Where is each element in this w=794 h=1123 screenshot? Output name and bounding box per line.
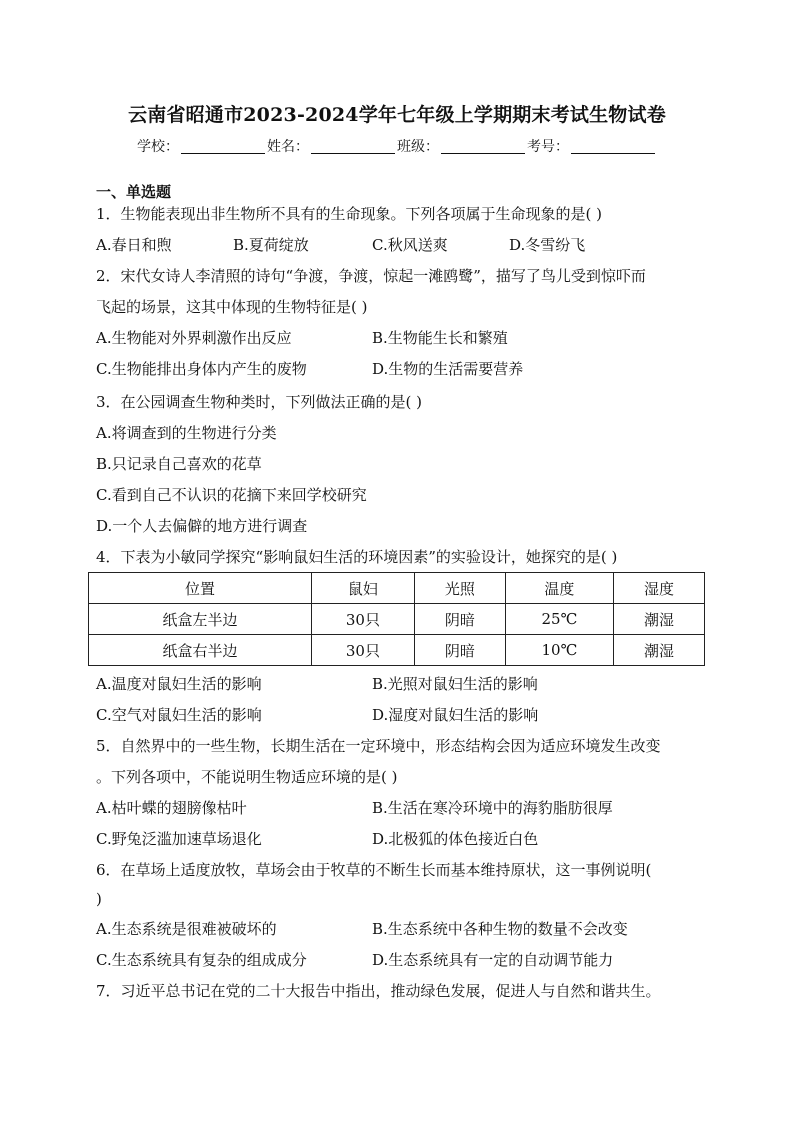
question-7-stem: 7．习近平总书记在党的二十大报告中指出，推动绿色发展，促进人与自然和谐共生。	[96, 982, 661, 1000]
exam-title: 云南省昭通市2023-2024学年七年级上学期期末考试生物试卷	[128, 104, 666, 126]
question-4-stem: 4．下表为小敏同学探究“影响鼠妇生活的环境因素”的实验设计，她探究的是( )	[96, 548, 618, 566]
exam-number-label: 考号：	[527, 139, 569, 155]
table-header-cell: 位置	[89, 573, 312, 604]
question-2-stem-line-2: 飞起的场景，这其中体现的生物特征是( )	[96, 298, 368, 316]
exam-number-blank[interactable]	[571, 139, 655, 154]
question-5-stem-line-1: 5．自然界中的一些生物，长期生活在一定环境中，形态结构会因为适应环境发生改变	[96, 737, 661, 755]
question-6-option-d: D.生态系统具有一定的自动调节能力	[372, 951, 614, 969]
table-header-row	[89, 573, 705, 604]
question-2-option-a: A.生物能对外界刺激作出反应	[96, 329, 292, 347]
table-cell: 潮湿	[614, 635, 705, 666]
question-5-option-a: A.枯叶蝶的翅膀像枯叶	[96, 799, 247, 817]
question-4-option-c: C.空气对鼠妇生活的影响	[96, 706, 262, 724]
table-header-cell: 鼠妇	[311, 573, 414, 604]
table-header-cell: 温度	[505, 573, 613, 604]
table-cell: 25℃	[505, 604, 613, 635]
table-cell: 阴暗	[414, 604, 505, 635]
question-1-option-d: D.冬雪纷飞	[509, 236, 586, 254]
question-2-option-c: C.生物能排出身体内产生的废物	[96, 360, 307, 378]
question-5-option-b: B.生活在寒冷环境中的海豹脂肪很厚	[372, 799, 613, 817]
question-2-option-b: B.生物能生长和繁殖	[372, 329, 508, 347]
table-cell: 纸盒右半边	[89, 635, 312, 666]
question-1-stem: 1．生物能表现出非生物所不具有的生命现象。下列各项属于生命现象的是( )	[96, 205, 603, 223]
question-6-stem-line-1: 6．在草场上适度放牧，草场会由于牧草的不断生长而基本维持原状，这一事例说明(	[96, 861, 652, 879]
table-cell: 10℃	[505, 635, 613, 666]
question-3-option-c: C.看到自己不认识的花摘下来回学校研究	[96, 486, 367, 504]
school-label: 学校：	[137, 139, 179, 155]
question-3-option-b: B.只记录自己喜欢的花草	[96, 455, 262, 473]
table-cell: 30只	[311, 635, 414, 666]
question-2-option-d: D.生物的生活需要营养	[372, 360, 524, 378]
table-cell: 30只	[311, 604, 414, 635]
school-blank[interactable]	[181, 139, 265, 154]
question-4-option-a: A.温度对鼠妇生活的影响	[96, 675, 262, 693]
table-cell: 潮湿	[614, 604, 705, 635]
question-1-option-a: A.春日和煦	[96, 236, 172, 254]
question-4-option-b: B.光照对鼠妇生活的影响	[372, 675, 538, 693]
table-row	[89, 635, 705, 666]
question-6-option-c: C.生态系统具有复杂的组成成分	[96, 951, 307, 969]
question-3-stem: 3．在公园调查生物种类时，下列做法正确的是( )	[96, 393, 423, 411]
question-3-option-d: D.一个人去偏僻的地方进行调查	[96, 517, 308, 535]
class-blank[interactable]	[441, 139, 525, 154]
table-cell: 阴暗	[414, 635, 505, 666]
table-row	[89, 604, 705, 635]
table-header-cell: 光照	[414, 573, 505, 604]
class-label: 班级：	[397, 139, 439, 155]
question-5-option-c: C.野兔泛滥加速草场退化	[96, 830, 262, 848]
table-header-cell: 湿度	[614, 573, 705, 604]
question-2-stem-line-1: 2．宋代女诗人李清照的诗句“争渡，争渡，惊起一滩鸥鹭”，描写了鸟儿受到惊吓而	[96, 267, 646, 285]
student-info-line	[0, 136, 794, 156]
question-5-stem-line-2: 。下列各项中，不能说明生物适应环境的是( )	[96, 768, 398, 786]
question-6-stem-line-2: )	[96, 890, 102, 908]
question-6-option-a: A.生态系统是很难被破坏的	[96, 920, 277, 938]
question-6-option-b: B.生态系统中各种生物的数量不会改变	[372, 920, 628, 938]
question-5-option-d: D.北极狐的体色接近白色	[372, 830, 539, 848]
table-cell: 纸盒左半边	[89, 604, 312, 635]
experiment-table	[88, 572, 705, 666]
question-1-option-b: B.夏荷绽放	[233, 236, 309, 254]
name-label: 姓名：	[267, 139, 309, 155]
name-blank[interactable]	[311, 139, 395, 154]
question-1-option-c: C.秋风送爽	[372, 236, 448, 254]
question-4-option-d: D.湿度对鼠妇生活的影响	[372, 706, 539, 724]
question-3-option-a: A.将调查到的生物进行分类	[96, 424, 277, 442]
section-heading: 一、单选题	[96, 183, 172, 201]
